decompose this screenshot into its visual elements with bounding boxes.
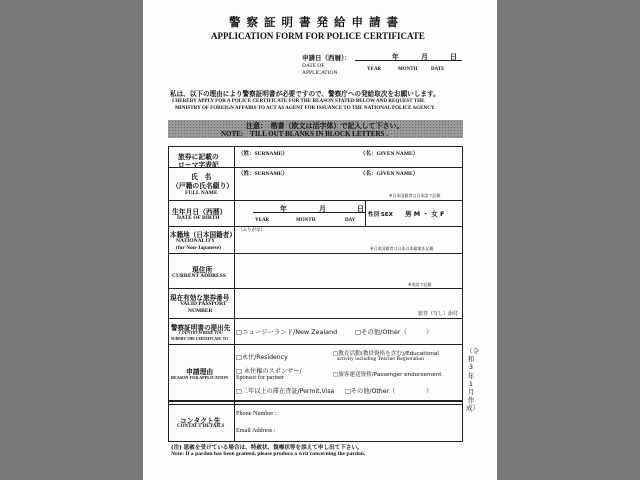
- intro-english-2: MINISTRY OF FOREIGN AFFAIRS TO ACT AS AGENT FOR ISSUANCE TO THE NATIONAL POLICE AGENCY.: [175, 105, 436, 111]
- submit-label-en-1: COUNTRY WHERE YOU: [179, 331, 223, 335]
- contact-label-en: CONTACT DETAILS: [177, 424, 225, 429]
- row-divider-3: [168, 226, 463, 227]
- birth-month-en: MONTH: [296, 218, 316, 223]
- reason-option-sponsor-2: Sponsor for partner: [236, 374, 285, 381]
- footnote-japanese: (注) 恩赦を受けている場合は、特赦状、復権状等を添えて申し出て下さい。: [171, 445, 363, 451]
- note-english: NOTE: TILL OUT BLANKS IN BLOCK LETTERS .: [221, 130, 388, 138]
- reason-label-en: REASON FOR APPLICATION: [171, 375, 229, 380]
- address-label-en: CURRENT ADDRESS: [172, 273, 226, 279]
- date-label-en-2: APPLICATION: [302, 70, 338, 76]
- roman-surname: （姓：SURNAME）: [238, 151, 288, 157]
- nationality-furigana: （ふりがな）: [238, 228, 265, 233]
- intro-japanese: 私は、以下の理由により警察証明書が必要ですので、警察庁への発給取次をお願いします。: [170, 90, 440, 98]
- reason-option-teacher-1[interactable]: □教育活動(教員資格を含む)/Educational: [333, 351, 439, 357]
- row-divider-7: [168, 344, 463, 345]
- birth-year-en: YEAR: [255, 218, 270, 223]
- date-label-ja: 申請日（西暦）：: [302, 54, 351, 62]
- name-label-2: （戸籍の氏名綴り）: [172, 182, 234, 190]
- reason-option-sponsor-1[interactable]: □ 永住権のスポンサー/: [236, 368, 302, 375]
- passport-label-en-2: NUMBER: [188, 308, 213, 314]
- date-day-ja: 日: [450, 53, 457, 61]
- reason-option-residency[interactable]: □永住/Residency: [236, 354, 288, 361]
- nationality-label-en: NATIONALITY: [176, 238, 216, 244]
- birth-day-en: DAY: [345, 218, 356, 223]
- address-label-ja: 現住所: [192, 266, 213, 274]
- date-underline: [355, 60, 462, 61]
- birth-underline: [253, 212, 365, 213]
- contact-phone-label: Phone Number :: [236, 410, 277, 417]
- date-year-ja: 年: [392, 53, 399, 61]
- name-label-en: FULL NAME: [185, 190, 218, 196]
- row-divider-5: [168, 288, 463, 289]
- birth-label-en: DATE OF BIRTH: [177, 215, 220, 221]
- submit-option-other[interactable]: □その他/Other（ ）: [355, 328, 433, 336]
- date-month-ja: 月: [421, 53, 428, 61]
- passport-label-en-1: VALID PASSPORT: [180, 301, 227, 307]
- nationality-hint: ※日本国籍者は日本の本籍地を記載: [370, 246, 434, 251]
- reason-option-permit[interactable]: □二年以上の滞在査証/Permit,Visa: [236, 388, 335, 395]
- title-english: APPLICATION FORM FOR POLICE CERTIFICATE: [211, 31, 425, 41]
- sex-label: 性別 SEX: [368, 212, 393, 218]
- row-divider-8: [168, 400, 463, 402]
- column-divider: [234, 146, 235, 442]
- name-surname: （姓：SURNAME）: [238, 171, 288, 177]
- nationality-label-en2: (for Non-Japanese): [176, 245, 221, 251]
- reason-label-ja: 申請理由: [186, 368, 214, 376]
- contact-email-label: Email Address :: [236, 427, 276, 434]
- date-day-en: DATE: [431, 67, 445, 72]
- passport-label-ja: 現在有効な旅券番号: [170, 294, 230, 302]
- name-label-1: 氏 名: [191, 173, 212, 181]
- birth-day-ja: 日: [357, 205, 364, 213]
- submit-option-nz[interactable]: □ニュージーランド/New Zealand: [236, 328, 338, 336]
- reason-option-other[interactable]: □その他/Other（ ）: [345, 388, 433, 395]
- side-note-revision: （令和3年1月作成）: [466, 347, 479, 413]
- address-hint: ※英語で記載: [408, 282, 432, 287]
- row-divider-2: [168, 200, 463, 201]
- birth-month-ja: 月: [319, 205, 326, 213]
- birth-label-ja: 生年月日（西暦）: [172, 208, 227, 216]
- birth-year-ja: 年: [280, 205, 287, 213]
- sex-divider: [365, 200, 366, 226]
- reason-option-teacher-2: activity including Teacher Registration: [337, 356, 424, 362]
- date-label-en-1: DATE OF: [302, 63, 325, 69]
- row-divider-6: [168, 318, 463, 319]
- footnote-english: Note: If a pardon has been granted, please produce a writ concerning the pardon.: [171, 451, 366, 457]
- sex-options[interactable]: 男 M ・ 女 F: [405, 210, 445, 218]
- submit-label-ja: 警察証明書の提出先: [171, 324, 231, 332]
- nationality-label-ja: 本籍地（日本国籍者）: [170, 231, 236, 239]
- roman-given: （名：GIVEN NAME）: [360, 151, 419, 157]
- roman-label-1: 旅券に記載の: [178, 153, 219, 161]
- date-month-en: MONTH: [398, 67, 418, 72]
- contact-label-ja: コンタクト先: [180, 417, 221, 425]
- roman-label-2: ローマ字表記: [178, 161, 219, 169]
- name-given: （名：GIVEN NAME）: [360, 171, 419, 177]
- row-divider-4: [168, 253, 463, 254]
- name-hint: ※日本国籍者は日本語で記載: [389, 193, 441, 198]
- intro-english-1: I HEREBY APPLY FOR A POLICE CERTIFICATE FOR THE REASON STATED BELOW AND REQUEST THE: [172, 98, 425, 104]
- submit-label-en-2: SUBMIT THE CERTIFICATE TO: [171, 337, 229, 341]
- title-japanese: 警 察 証 明 書 発 給 申 請 書: [229, 15, 400, 29]
- row-divider-9: [168, 404, 463, 405]
- reason-option-passenger[interactable]: □旅客運送資格/Passenger endorsement: [333, 372, 442, 378]
- passport-hint: 旅券（写し）添付: [418, 311, 459, 317]
- date-year-en: YEAR: [367, 67, 382, 72]
- note-japanese: 注意： 楷書（欧文は活字体）で記入して下さい。: [246, 122, 404, 130]
